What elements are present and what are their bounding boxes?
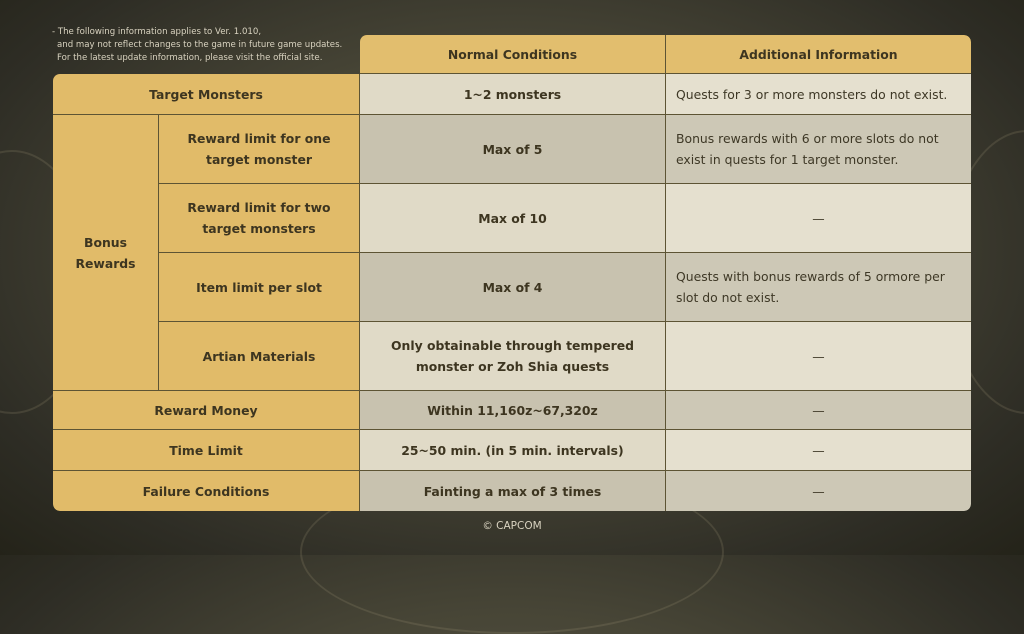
info-artian-materials: — (666, 322, 971, 391)
value-failure-conditions: Fainting a max of 3 times (360, 471, 666, 511)
notice-line: For the latest update information, please visit the official site. (57, 53, 323, 63)
value-time-limit: 25~50 min. (in 5 min. intervals) (360, 430, 666, 471)
label-bonus-rewards: Bonus Rewards (53, 115, 159, 391)
label-target-monsters: Target Monsters (53, 74, 360, 115)
header-additional-information: Additional Information (666, 35, 971, 74)
notice-line: - The following information applies to Ver. 1.010, (52, 27, 262, 37)
label-time-limit: Time Limit (53, 430, 360, 471)
label-item-limit: Item limit per slot (159, 253, 360, 322)
info-time-limit: — (666, 430, 971, 471)
copyright: © CAPCOM (482, 520, 542, 532)
info-reward-limit-one: Bonus rewards with 6 or more slots do not exist in quests for 1 target monster. (666, 115, 971, 184)
value-reward-limit-two: Max of 10 (360, 184, 666, 253)
info-reward-limit-two: — (666, 184, 971, 253)
value-artian-materials: Only obtainable through tempered monster or Zoh Shia quests (360, 322, 666, 391)
header-blank (53, 35, 360, 74)
notice-line: and may not reflect changes to the game in future game updates. (57, 40, 343, 50)
info-reward-money: — (666, 391, 971, 430)
value-reward-money: Within 11,160z~67,320z (360, 391, 666, 430)
label-artian-materials: Artian Materials (159, 322, 360, 391)
value-reward-limit-one: Max of 5 (360, 115, 666, 184)
label-failure-conditions: Failure Conditions (53, 471, 360, 511)
value-target-monsters: 1~2 monsters (360, 74, 666, 115)
label-reward-money: Reward Money (53, 391, 360, 430)
header-normal-conditions: Normal Conditions (360, 35, 666, 74)
info-target-monsters: Quests for 3 or more monsters do not exist. (666, 74, 971, 115)
label-reward-limit-two: Reward limit for two target monsters (159, 184, 360, 253)
quest-conditions-table (53, 35, 971, 511)
info-failure-conditions: — (666, 471, 971, 511)
label-reward-limit-one: Reward limit for one target monster (159, 115, 360, 184)
value-item-limit: Max of 4 (360, 253, 666, 322)
info-item-limit: Quests with bonus rewards of 5 ormore per slot do not exist. (666, 253, 971, 322)
